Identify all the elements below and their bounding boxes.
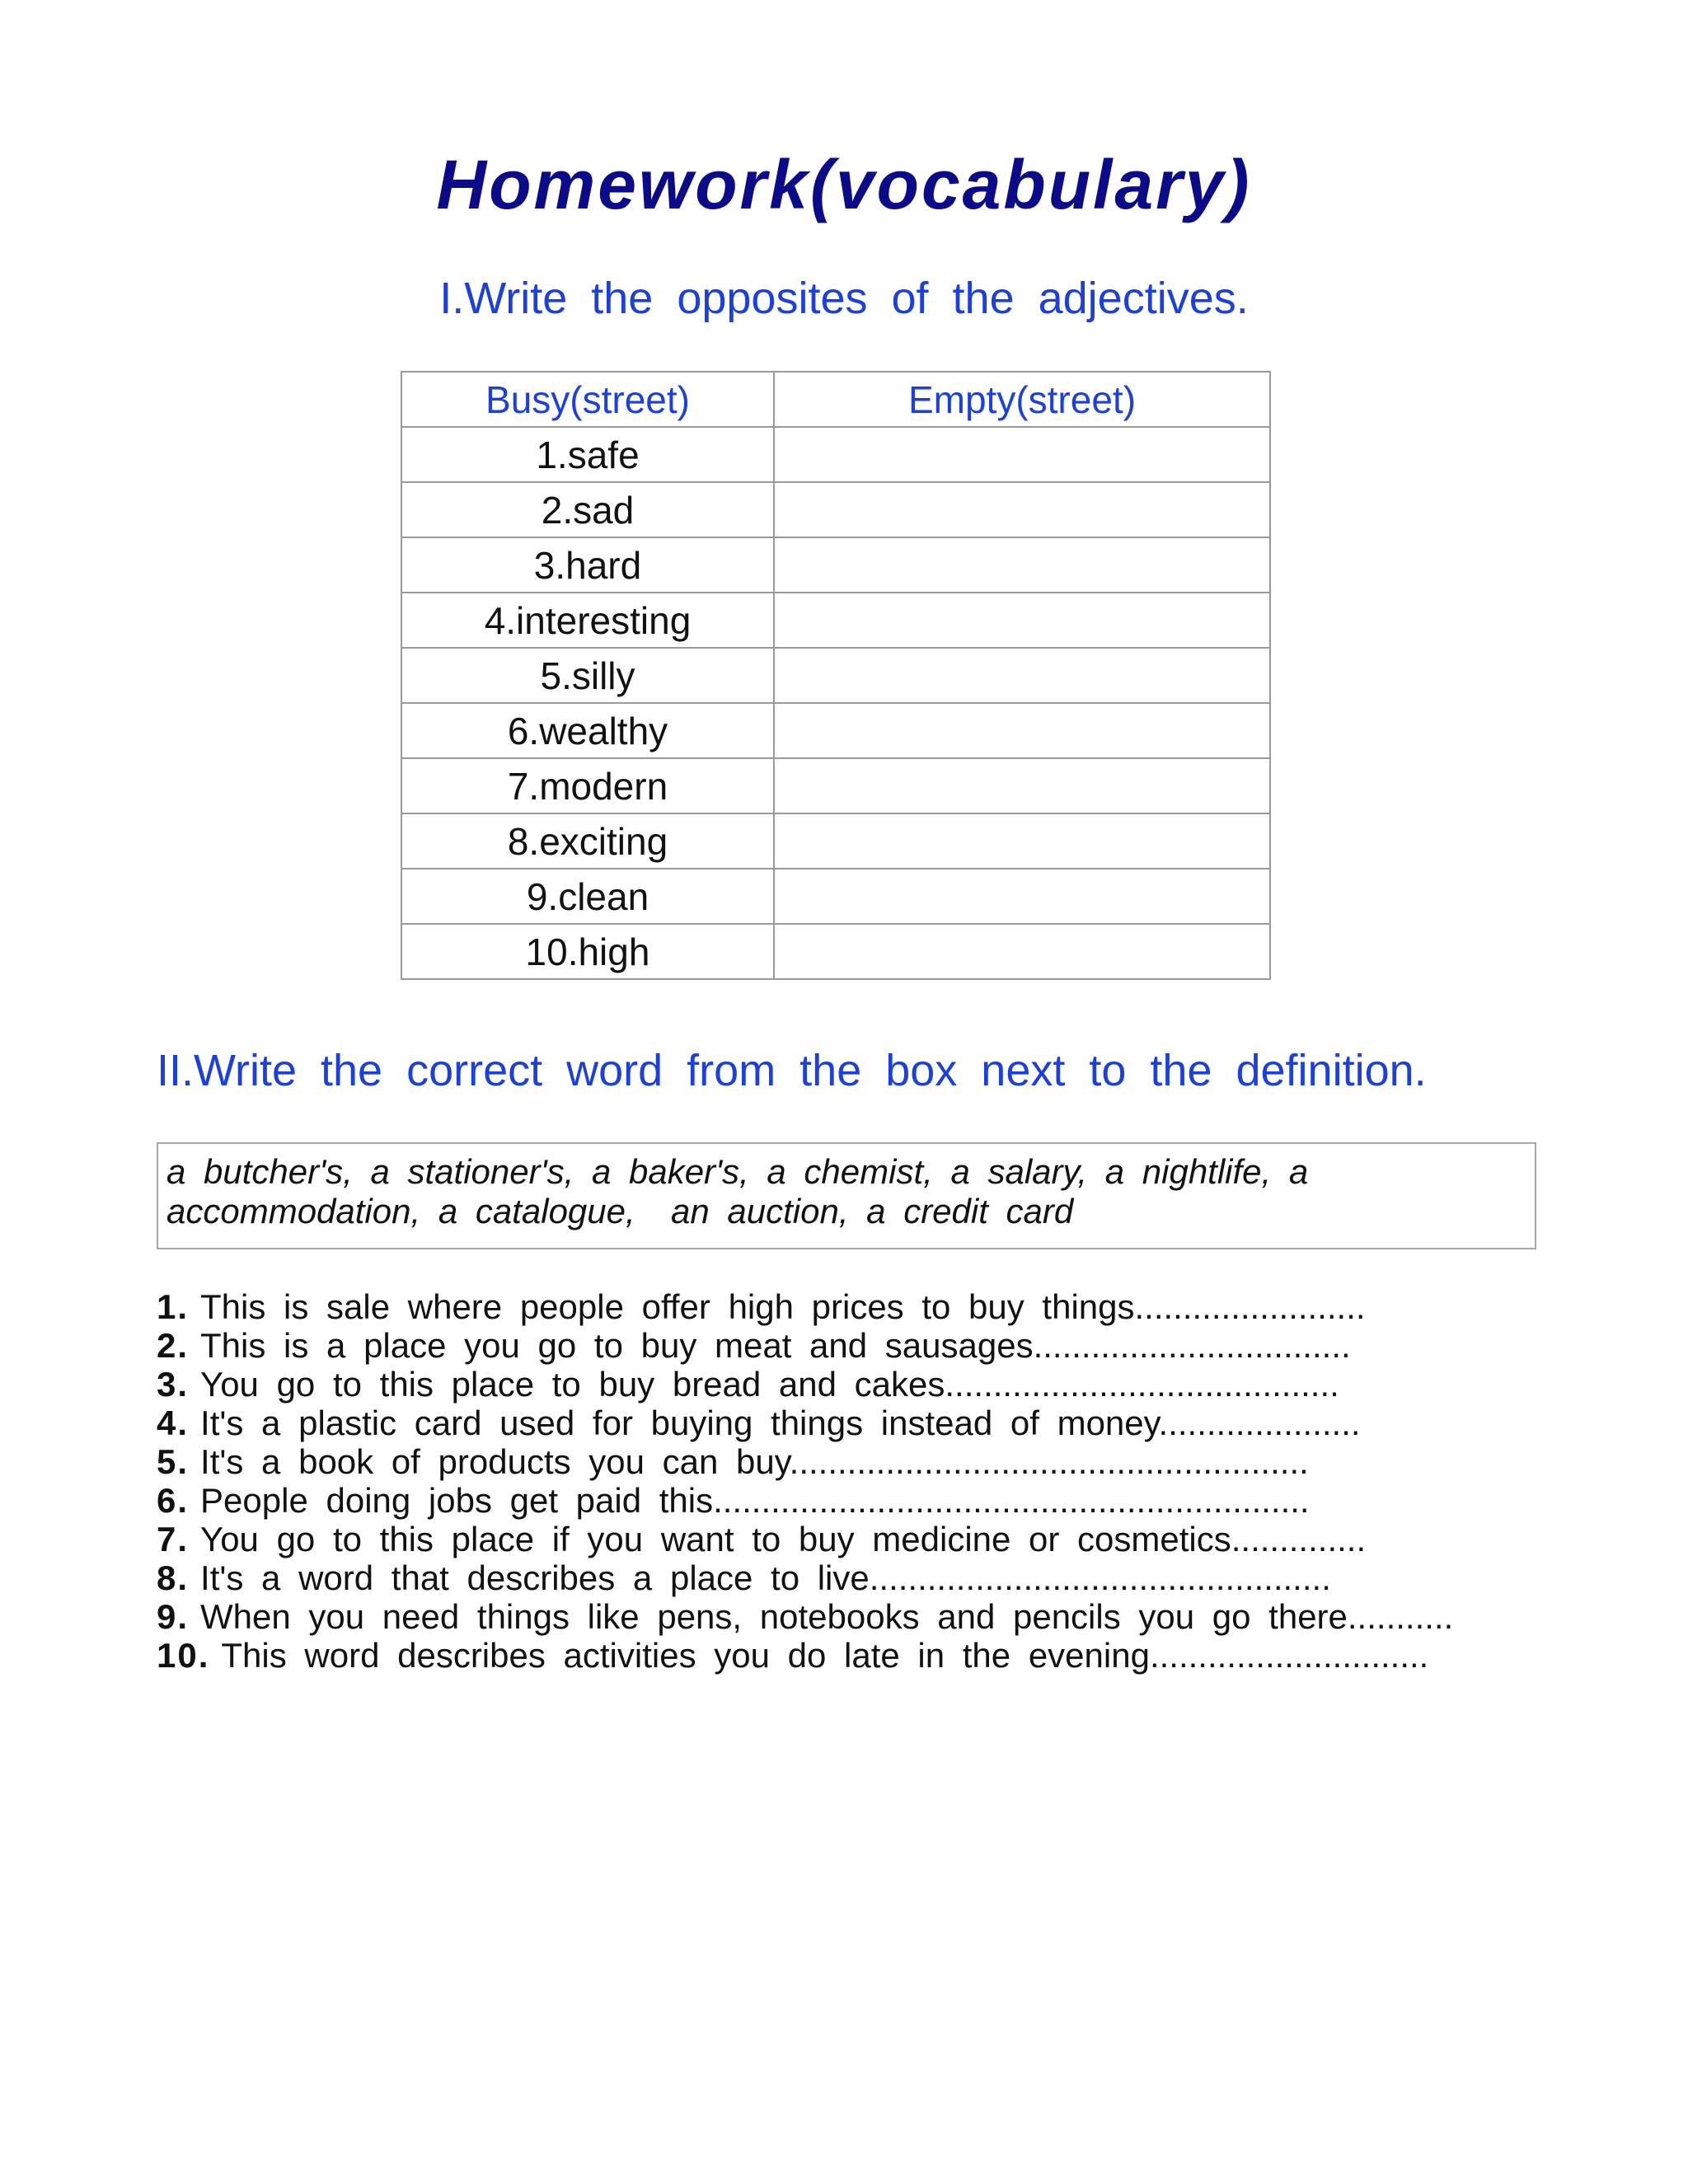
question-text: It's a plastic card used for buying things instead of money.....................: [200, 1404, 1361, 1442]
column-header-busy: Busy(street): [401, 372, 774, 427]
question-text: This word describes activities you do late in the evening.............................: [221, 1636, 1429, 1675]
list-item: [157, 1404, 1541, 1442]
question-number: 3.: [157, 1365, 190, 1404]
question-number: 7.: [157, 1520, 190, 1558]
question-number: 6.: [157, 1481, 190, 1520]
table-row: [401, 758, 1270, 813]
answer-cell[interactable]: [774, 593, 1270, 648]
question-text: This is sale where people offer high prices to buy things........................: [200, 1287, 1366, 1326]
list-item: [157, 1558, 1541, 1597]
list-item: [157, 1520, 1541, 1558]
table-row: [401, 703, 1270, 758]
definition-questions: [157, 1287, 1541, 1675]
question-number: 5.: [157, 1442, 190, 1481]
list-item: [157, 1636, 1541, 1675]
table-row: [401, 427, 1270, 482]
question-text: This is a place you go to buy meat and sausages.................................: [200, 1326, 1351, 1365]
adjective-cell: 9.clean: [401, 869, 774, 924]
adjective-cell: 6.wealthy: [401, 703, 774, 758]
adjective-cell: 2.sad: [401, 482, 774, 537]
question-text: You go to this place if you want to buy medicine or cosmetics..............: [200, 1520, 1367, 1558]
list-item: [157, 1597, 1541, 1636]
page-title: Homework(vocabulary): [436, 146, 1252, 223]
table-header-row: [401, 372, 1270, 427]
question-number: 10.: [157, 1636, 210, 1675]
question-text: You go to this place to buy bread and cakes.........................................: [200, 1365, 1339, 1404]
adjective-cell: 5.silly: [401, 648, 774, 703]
table-row: [401, 482, 1270, 537]
question-number: 1.: [157, 1287, 190, 1326]
answer-cell[interactable]: [774, 537, 1270, 593]
question-number: 9.: [157, 1597, 190, 1636]
adjective-cell: 8.exciting: [401, 813, 774, 869]
question-text: People doing jobs get paid this..............................................................: [200, 1481, 1310, 1520]
answer-cell[interactable]: [774, 427, 1270, 482]
adjective-cell: 7.modern: [401, 758, 774, 813]
table-row: [401, 924, 1270, 979]
table-row: [401, 869, 1270, 924]
question-number: 2.: [157, 1326, 190, 1365]
table-row: [401, 537, 1270, 593]
opposites-table: [401, 371, 1271, 980]
answer-cell[interactable]: [774, 813, 1270, 869]
table-row: [401, 593, 1270, 648]
section-1-heading: I.Write the opposites of the adjectives.: [439, 274, 1249, 323]
answer-cell[interactable]: [774, 869, 1270, 924]
question-number: 8.: [157, 1558, 190, 1597]
section-2-heading: II.Write the correct word from the box next to the definition.: [157, 1046, 1427, 1095]
question-text: When you need things like pens, notebooks and pencils you go there...........: [200, 1597, 1454, 1636]
answer-cell[interactable]: [774, 482, 1270, 537]
adjective-cell: 1.safe: [401, 427, 774, 482]
question-text: It's a book of products you can buy......................................................: [200, 1442, 1309, 1481]
answer-cell[interactable]: [774, 648, 1270, 703]
question-number: 4.: [157, 1404, 190, 1442]
list-item: [157, 1442, 1541, 1481]
table-row: [401, 813, 1270, 869]
column-header-empty: Empty(street): [774, 372, 1270, 427]
answer-cell[interactable]: [774, 703, 1270, 758]
adjective-cell: 4.interesting: [401, 593, 774, 648]
list-item: [157, 1481, 1541, 1520]
word-box: [157, 1142, 1536, 1249]
answer-cell[interactable]: [774, 924, 1270, 979]
adjective-cell: 10.high: [401, 924, 774, 979]
table-row: [401, 648, 1270, 703]
list-item: [157, 1326, 1541, 1365]
word-box-line: accommodation, a catalogue, an auction, a credit card: [166, 1192, 1074, 1230]
word-box-line: a butcher's, a stationer's, a baker's, a chemist, a salary, a nightlife, a: [166, 1152, 1309, 1191]
list-item: [157, 1365, 1541, 1404]
adjective-cell: 3.hard: [401, 537, 774, 593]
question-text: It's a word that describes a place to live................................................: [200, 1558, 1331, 1597]
list-item: [157, 1287, 1541, 1326]
answer-cell[interactable]: [774, 758, 1270, 813]
